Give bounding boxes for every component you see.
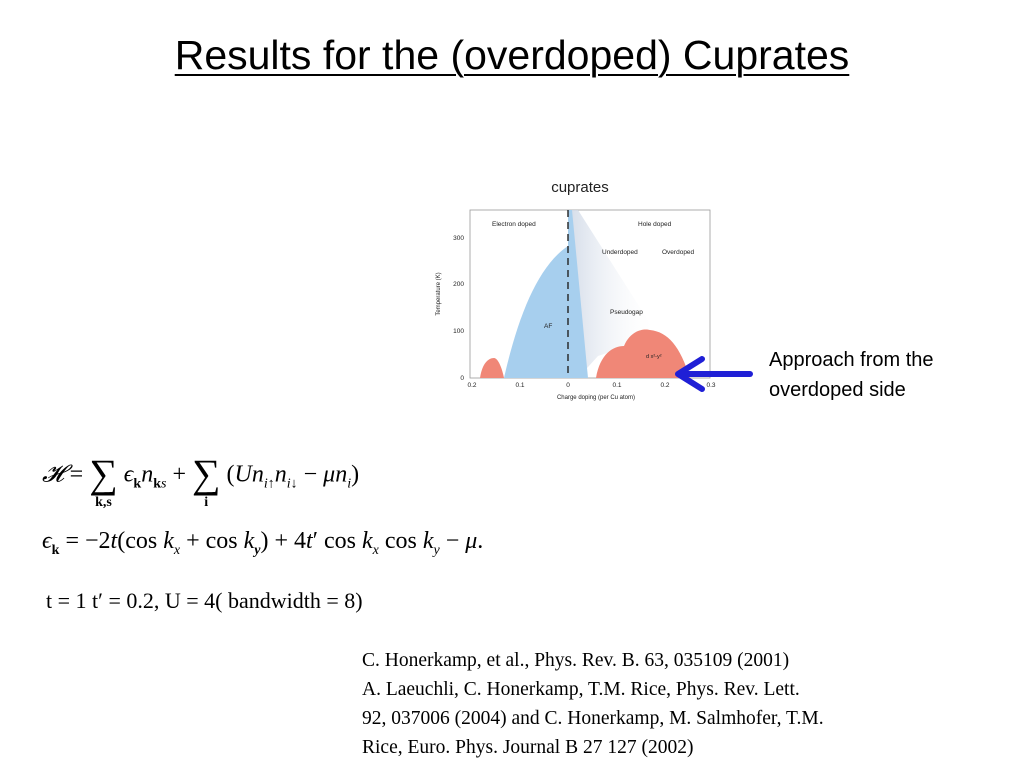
x-tick-0.2-h: 0.2: [660, 382, 670, 389]
annotation-line-2: overdoped side: [769, 379, 906, 401]
label-overdoped: Overdoped: [662, 249, 695, 256]
hamiltonian-equation: 𝓗 = ∑ k,s $\epsilon_kn_{ks}$ + ∑ i $(Un_{i↑}n_{i↓} - \mu n_i)$: [42, 451, 360, 510]
dispersion-equation: $\epsilon_k = -2t(\cos$ $k_x + \cos k_y) + 4t'$ $\cos k_x$ $\cos k_y - \mu$.: [42, 528, 484, 558]
label-underdoped: Underdoped: [602, 249, 638, 256]
sum-subscript-i: i: [204, 495, 209, 510]
y-tick-200: 200: [453, 281, 464, 288]
slide-title: Results for the (overdoped) Cuprates: [174, 32, 850, 78]
arrow-left-icon: [672, 356, 754, 392]
overdoped-annotation: [769, 345, 1009, 405]
label-dsc: d x²-y²: [646, 354, 662, 360]
y-tick-0: 0: [460, 375, 464, 382]
label-pseudogap: Pseudogap: [610, 309, 643, 316]
label-af: AF: [544, 323, 553, 330]
reference-line: C. Honerkamp, et al., Phys. Rev. B. 63, 035109 (2001): [362, 650, 790, 671]
parameters-equation: t = 1 t′ = 0.2, U = 4( bandwidth = 8): [46, 588, 363, 613]
sum-subscript-ks: k,s: [95, 495, 112, 510]
reference-line: A. Laeuchli, C. Honerkamp, T.M. Rice, Phys. Rev. Lett.: [362, 679, 800, 700]
label-hole-doped: Hole doped: [638, 221, 672, 228]
reference-line: 92, 037006 (2004) and C. Honerkamp, M. Salmhofer, T.M.: [362, 708, 824, 729]
x-tick-0.1-e: 0.1: [515, 382, 525, 389]
x-tick-0.3-h: 0.3: [706, 382, 716, 389]
x-tick-0.1-h: 0.1: [612, 382, 622, 389]
y-tick-300: 300: [453, 235, 464, 242]
label-electron-doped: Electron doped: [492, 221, 536, 228]
reference-line: Rice, Euro. Phys. Journal B 27 127 (2002): [362, 737, 694, 758]
references: [362, 646, 1002, 762]
y-tick-100: 100: [453, 328, 464, 335]
figure-title: cuprates: [551, 179, 609, 196]
x-tick-0.2-e: 0.2: [467, 382, 477, 389]
x-tick-0: 0: [566, 382, 570, 389]
y-axis-label: Temperature (K): [436, 272, 442, 316]
x-axis-label: Charge doping (per Cu atom): [556, 395, 636, 401]
annotation-line-1: Approach from the: [769, 349, 934, 371]
